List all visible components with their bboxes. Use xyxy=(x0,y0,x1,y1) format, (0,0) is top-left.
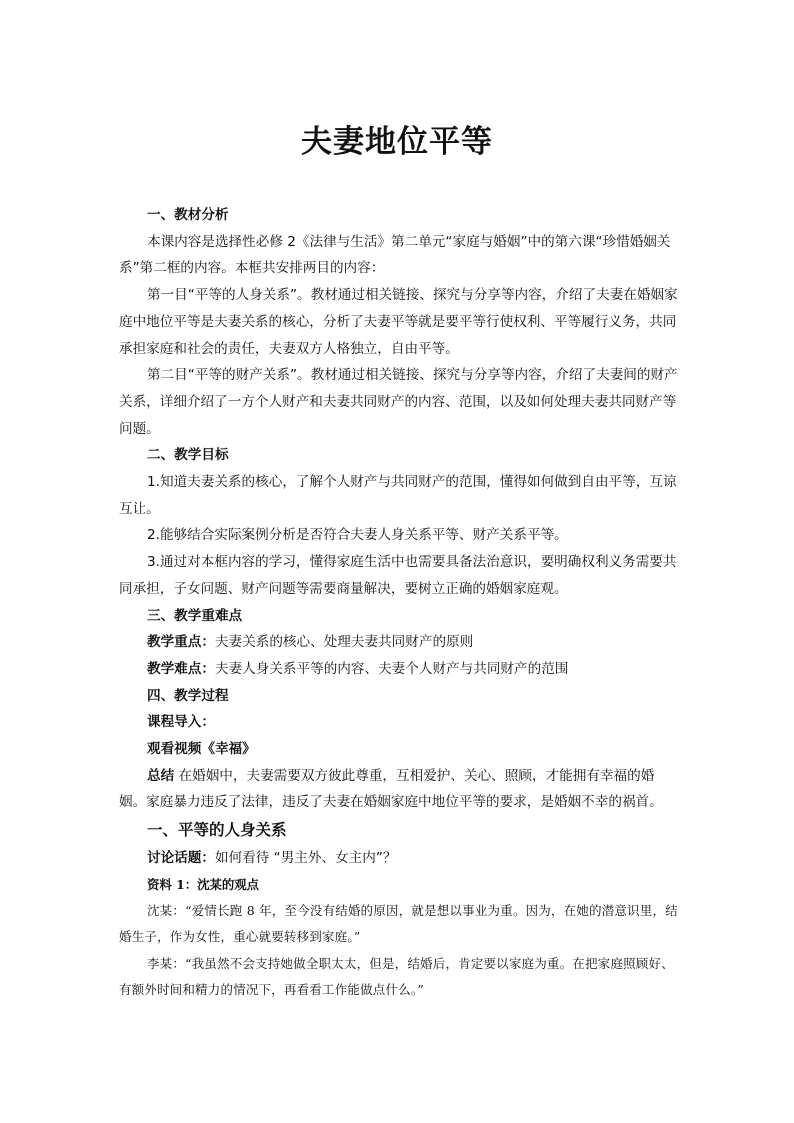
paragraph: 第一目“平等的人身关系”。教材通过相关链接、探究与分享等内容，介绍了夫妻在婚姻家庭中地位平等是夫妻关系的核心，分析了夫妻平等就是要平等行使权利、平等履行义务，共同承担家庭和社会的责任，夫妻双方人格独立，自由平等。 xyxy=(119,287,678,357)
intro-label: 课程导入： xyxy=(147,714,215,731)
topic-label: 讨论话题： xyxy=(147,850,215,867)
paragraph: 1.知道夫妻关系的核心，了解个人财产与共同财产的范围，懂得如何做到自由平等，互谅互让。 xyxy=(119,474,677,517)
video-label: 观看视频《幸福》 xyxy=(147,741,256,758)
paragraph: 第二目“平等的财产关系”。教材通过相关链接、探究与分享等内容，介绍了夫妻间的财产关系，详细介绍了一方个人财产和夫妻共同财产的内容、范围，以及如何处理夫妻共同财产等问题。 xyxy=(119,367,678,437)
subsection-heading: 一、平等的人身关系 xyxy=(147,821,287,840)
paragraph: 本课内容是选择性必修 2《法律与生活》第二单元“家庭与婚姻”中的第六课“珍惜婚姻关系”第二框的内容。本框共安排两目的内容： xyxy=(119,233,671,277)
key-point-label: 教学重点： xyxy=(147,634,215,651)
summary-text: 在婚姻中，夫妻需要双方彼此尊重，互相爱护、关心、照顾，才能拥有幸福的婚姻。家庭暴力违反了法律，违反了夫妻在婚姻家庭中地位平等的要求，是婚姻不幸的祸首。 xyxy=(119,767,663,811)
quote-shen: 沈某：“爱情长跑 8 年，至今没有结婚的原因，就是想以事业为重。因为，在她的潜意识里，结婚生子，作为女性，重心就要转移到家庭。” xyxy=(119,902,678,945)
document-title: 夫妻地位平等 xyxy=(301,124,493,160)
difficulty-text: 夫妻人身关系平等的内容、夫妻个人财产与共同财产的范围 xyxy=(214,660,569,677)
paragraph: 3.通过对本框内容的学习，懂得家庭生活中也需要具备法治意识，要明确权利义务需要共同承担，子女问题、财产问题等需要商量解决，要树立正确的婚姻家庭观。 xyxy=(119,554,677,597)
paragraph: 2.能够结合实际案例分析是否符合夫妻人身关系平等、财产关系平等。 xyxy=(147,527,568,544)
topic-line xyxy=(119,845,679,872)
quote-li: 李某：“我虽然不会支持她做全职太太，但是，结婚后，肯定要以家庭为重。在把家庭照顾好、有额外时间和精力的情况下，再看看工作能做点什么。” xyxy=(119,955,674,998)
section-heading-goals: 二、教学目标 xyxy=(147,447,229,464)
section-heading-process: 四、教学过程 xyxy=(147,687,229,704)
topic-text: 如何看待 “男主外、女主内”？ xyxy=(214,850,397,867)
difficulty-line xyxy=(119,656,679,683)
material-label: 资料 1：沈某的观点 xyxy=(147,876,260,892)
key-point-line xyxy=(119,629,679,656)
section-heading-key-points: 三、教学重难点 xyxy=(147,607,243,624)
summary-paragraph xyxy=(119,763,679,816)
key-point-text: 夫妻关系的核心、处理夫妻共同财产的原则 xyxy=(214,634,474,651)
summary-label: 总结 xyxy=(147,767,175,784)
difficulty-label: 教学难点： xyxy=(147,660,215,677)
document-body xyxy=(119,202,679,1004)
section-heading-analysis: 一、教材分析 xyxy=(147,207,229,223)
